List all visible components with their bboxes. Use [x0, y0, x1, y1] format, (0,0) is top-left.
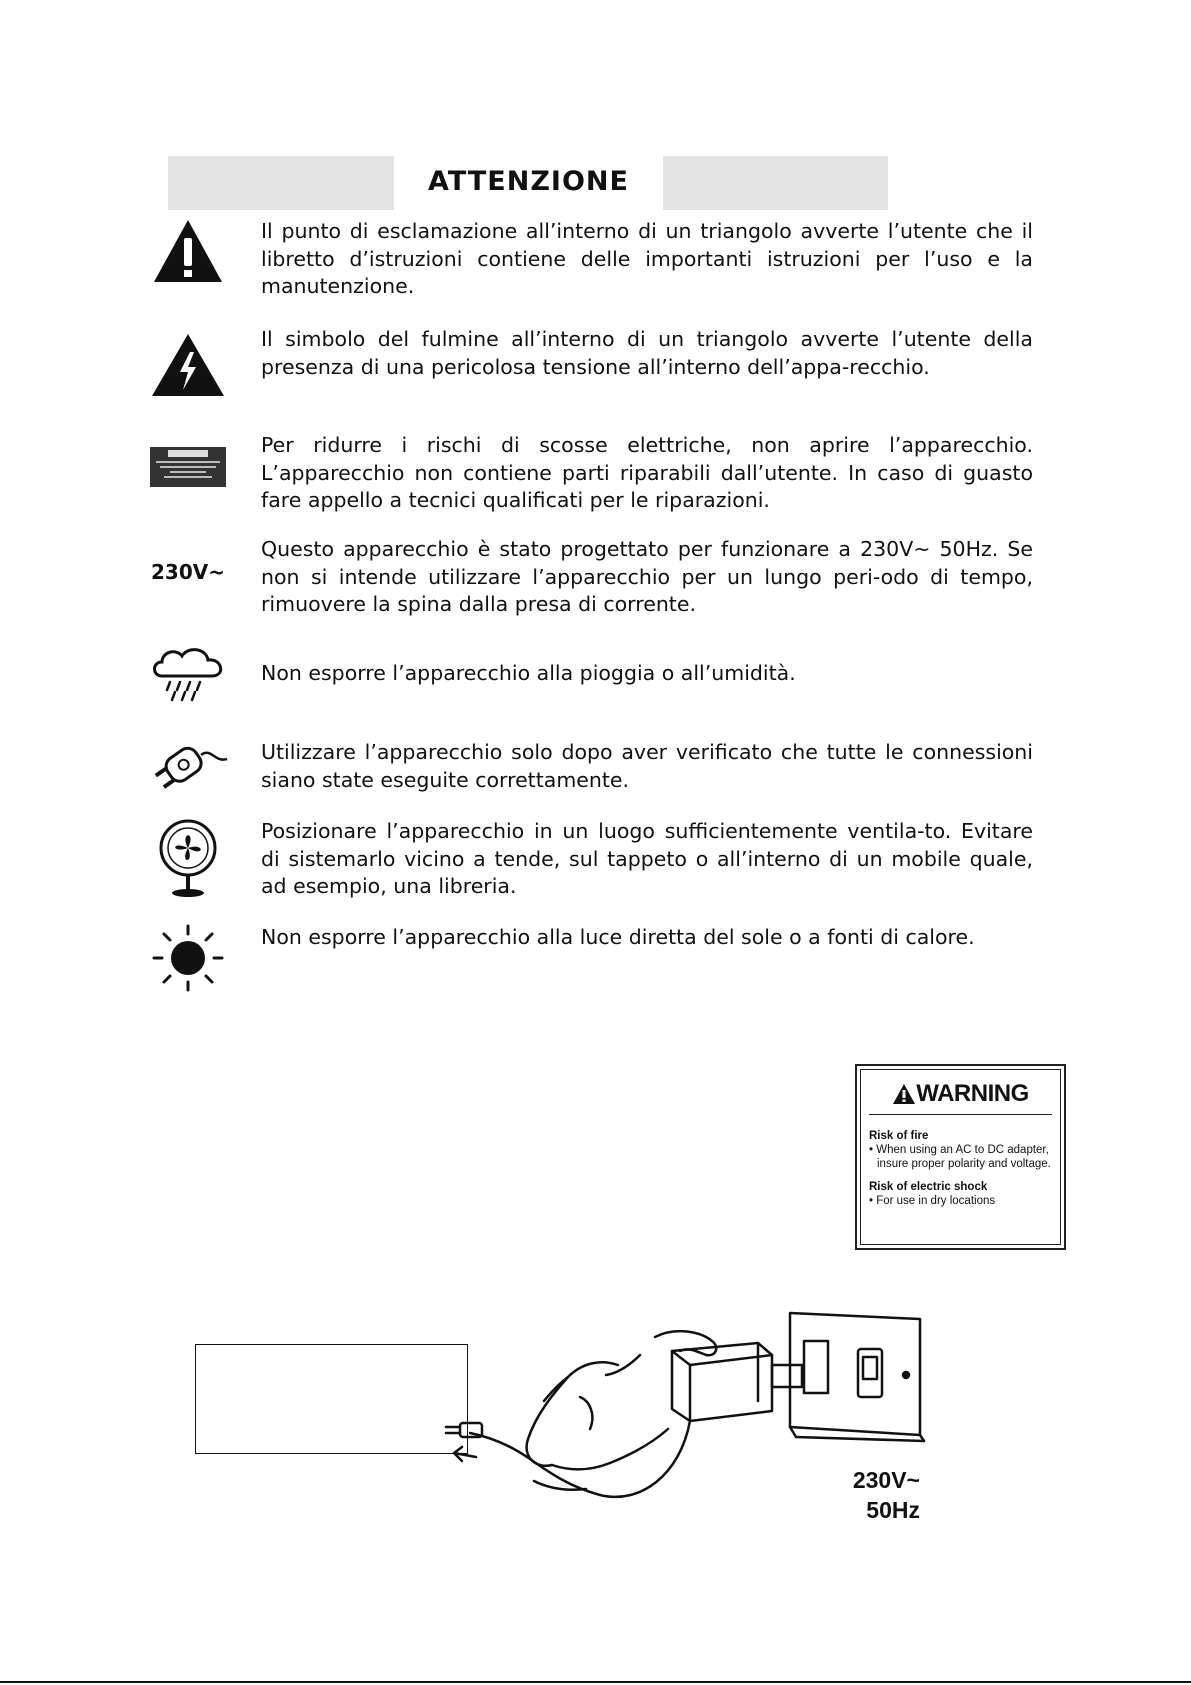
rain-cloud-icon [140, 644, 236, 730]
warning-title: WARNING [916, 1080, 1029, 1107]
page-bottom-rule [0, 1681, 1191, 1683]
warning-label [855, 1064, 1066, 1250]
safety-item-text: Non esporre l’apparecchio alla luce diretta del sole o a fonti di calore. [261, 925, 975, 949]
exclamation-triangle-icon [140, 218, 236, 304]
voltage-label: 230V~ [151, 560, 225, 584]
fire-line-1: • When using an AC to DC adapter, [869, 1144, 1049, 1156]
illustration-voltage: 230V~ [852, 1467, 920, 1493]
blank-text-box [195, 1344, 468, 1454]
safety-item-text: Per ridurre i rischi di scosse elettriche, non aprire l’apparecchio. L’apparecchio non contiene parti riparabili dall’utente. In caso di guasto fare appello a tecnici qualificati per le riparazioni. [261, 433, 1033, 512]
safety-item-text: Non esporre l’apparecchio alla pioggia o all’umidità. [261, 661, 796, 685]
fire-heading: Risk of fire [869, 1130, 929, 1142]
lightning-triangle-icon [140, 332, 236, 418]
safety-item-text: Il punto di esclamazione all’interno di un triangolo avverte l’utente che il libretto d’istruzioni contiene delle importanti istruzioni per l’uso e la manutenzione. [261, 219, 1033, 298]
warning-triangle-icon [892, 1083, 916, 1105]
safety-item-text: Il simbolo del fulmine all’interno di un triangolo avverte l’utente della presenza di una pericolosa tensione all’interno dell’appa-recchio. [261, 327, 1033, 379]
warning-label-inner [860, 1069, 1061, 1245]
caution-label-icon [140, 447, 236, 533]
fire-line-2: insure proper polarity and voltage. [877, 1158, 1051, 1170]
illustration-frequency: 50Hz [866, 1497, 920, 1523]
title-bar-right-fill [663, 156, 888, 210]
sun-icon [140, 922, 236, 1008]
shock-heading: Risk of electric shock [869, 1181, 988, 1193]
safety-item-text: Posizionare l’apparecchio in un luogo sufficientemente ventila-to. Evitare di sistemarlo vicino a tende, sul tappeto o all’interno di un mobile quale, ad esempio, una libreria. [261, 819, 1033, 898]
title-bar [168, 156, 888, 210]
safety-item-text: Questo apparecchio è stato progettato per funzionare a 230V~ 50Hz. Se non si intende utilizzare l’apparecchio per un lungo peri-odo di tempo, rimuovere la spina dalla presa di corrente. [261, 537, 1033, 616]
safety-item-text: Utilizzare l’apparecchio solo dopo aver verificato che tutte le connessioni siano state eseguite correttamente. [261, 740, 1033, 792]
page-title: ATTENZIONE [428, 166, 629, 197]
plug-icon [140, 733, 236, 819]
shock-line: • For use in dry locations [869, 1195, 996, 1207]
fan-icon [140, 818, 236, 904]
title-bar-left-fill [168, 156, 394, 210]
warning-header [869, 1080, 1052, 1115]
illustration-voltage-label [820, 1465, 920, 1525]
